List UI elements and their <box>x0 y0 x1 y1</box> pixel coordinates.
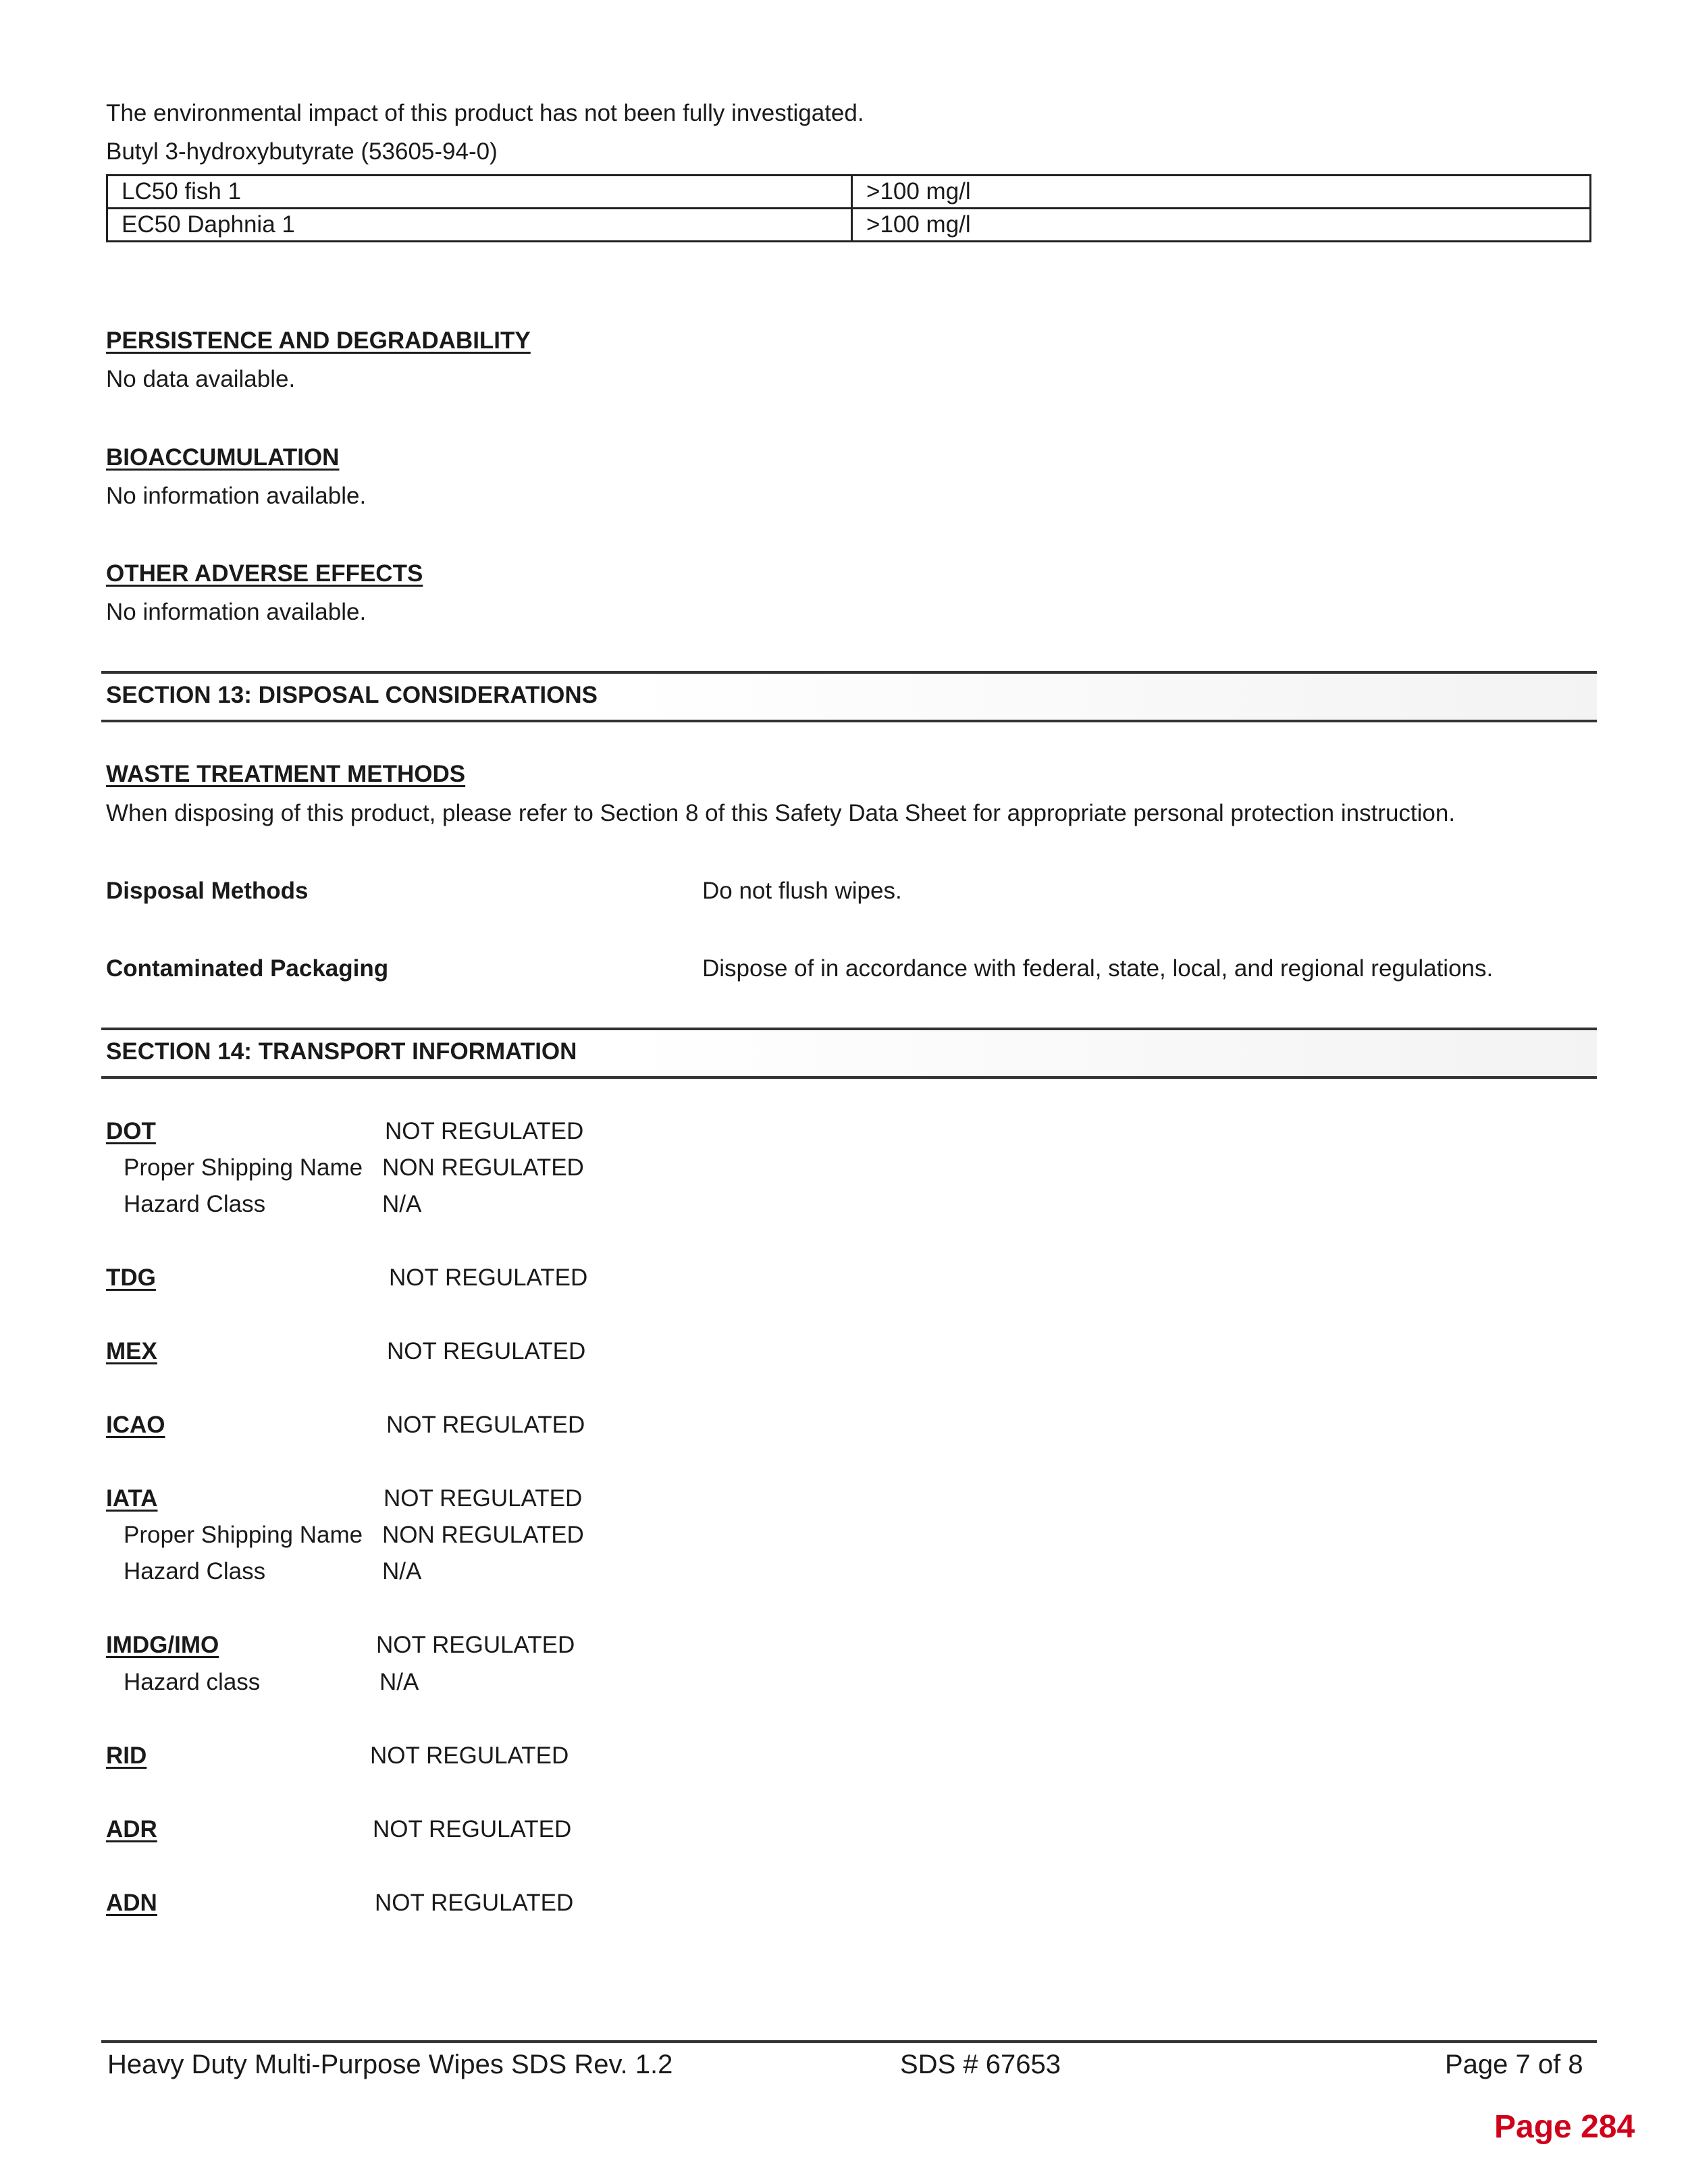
rid-label: RID <box>106 1742 147 1769</box>
toxicity-test-cell: LC50 fish 1 <box>107 176 852 209</box>
section-13-title: SECTION 13: DISPOSAL CONSIDERATIONS <box>106 682 598 708</box>
imdg-value: NOT REGULATED <box>376 1632 575 1658</box>
section-13-bar <box>101 671 1597 722</box>
other-effects-heading: OTHER ADVERSE EFFECTS <box>106 560 423 587</box>
adn-label: ADN <box>106 1890 157 1916</box>
contaminated-packaging-value: Dispose of in accordance with federal, state, local, and regional regulations. <box>702 955 1494 982</box>
toxicity-value-cell: >100 mg/l <box>852 209 1591 242</box>
iata-shipping-name-label: Proper Shipping Name <box>124 1522 363 1548</box>
iata-hazard-class-label: Hazard Class <box>124 1558 266 1584</box>
table-row <box>107 209 1591 242</box>
waste-treatment-heading: WASTE TREATMENT METHODS <box>106 761 466 787</box>
bioaccumulation-heading: BIOACCUMULATION <box>106 444 340 471</box>
tdg-label: TDG <box>106 1264 156 1291</box>
persistence-heading: PERSISTENCE AND DEGRADABILITY <box>106 327 531 354</box>
section-14-title: SECTION 14: TRANSPORT INFORMATION <box>106 1038 577 1065</box>
icao-label: ICAO <box>106 1412 165 1438</box>
contaminated-packaging-label: Contaminated Packaging <box>106 955 389 982</box>
environmental-impact-text: The environmental impact of this product has not been fully investigated. <box>106 100 864 126</box>
footer-sds-number: SDS # 67653 <box>900 2050 1061 2079</box>
toxicity-table <box>106 174 1591 242</box>
dot-shipping-name-value: NON REGULATED <box>382 1154 584 1181</box>
disposal-methods-value: Do not flush wipes. <box>702 878 902 904</box>
dot-hazard-class-label: Hazard Class <box>124 1191 266 1217</box>
dot-hazard-class-value: N/A <box>382 1191 422 1217</box>
table-row <box>107 176 1591 209</box>
persistence-text: No data available. <box>106 366 296 392</box>
dot-value: NOT REGULATED <box>385 1118 584 1144</box>
iata-label: IATA <box>106 1485 158 1512</box>
other-effects-text: No information available. <box>106 599 367 625</box>
dot-shipping-name-label: Proper Shipping Name <box>124 1154 363 1181</box>
mex-label: MEX <box>106 1338 157 1364</box>
page-stamp: Page 284 <box>1494 2109 1635 2145</box>
mex-value: NOT REGULATED <box>387 1338 586 1364</box>
toxicity-value-cell: >100 mg/l <box>852 176 1591 209</box>
iata-hazard-class-value: N/A <box>382 1558 422 1584</box>
toxicity-test-cell: EC50 Daphnia 1 <box>107 209 852 242</box>
adr-value: NOT REGULATED <box>373 1816 572 1842</box>
disposal-methods-label: Disposal Methods <box>106 878 309 904</box>
imdg-label: IMDG/IMO <box>106 1632 219 1658</box>
adr-label: ADR <box>106 1816 157 1842</box>
imdg-hazard-class-label: Hazard class <box>124 1669 261 1695</box>
rid-value: NOT REGULATED <box>370 1742 569 1769</box>
substance-name: Butyl 3-hydroxybutyrate (53605-94-0) <box>106 138 498 165</box>
icao-value: NOT REGULATED <box>386 1412 585 1438</box>
iata-value: NOT REGULATED <box>384 1485 583 1512</box>
footer-page-number: Page 7 of 8 <box>1445 2050 1583 2079</box>
waste-treatment-text: When disposing of this product, please refer to Section 8 of this Safety Data Sheet for appropriate personal protection instruction. <box>106 800 1456 826</box>
iata-shipping-name-value: NON REGULATED <box>382 1522 584 1548</box>
footer-product-revision: Heavy Duty Multi-Purpose Wipes SDS Rev. 1.2 <box>107 2050 673 2079</box>
footer-divider <box>101 2040 1597 2043</box>
section-14-bar <box>101 1028 1597 1079</box>
adn-value: NOT REGULATED <box>375 1890 574 1916</box>
imdg-hazard-class-value: N/A <box>379 1669 419 1695</box>
tdg-value: NOT REGULATED <box>389 1264 588 1291</box>
bioaccumulation-text: No information available. <box>106 483 367 509</box>
dot-label: DOT <box>106 1118 156 1144</box>
